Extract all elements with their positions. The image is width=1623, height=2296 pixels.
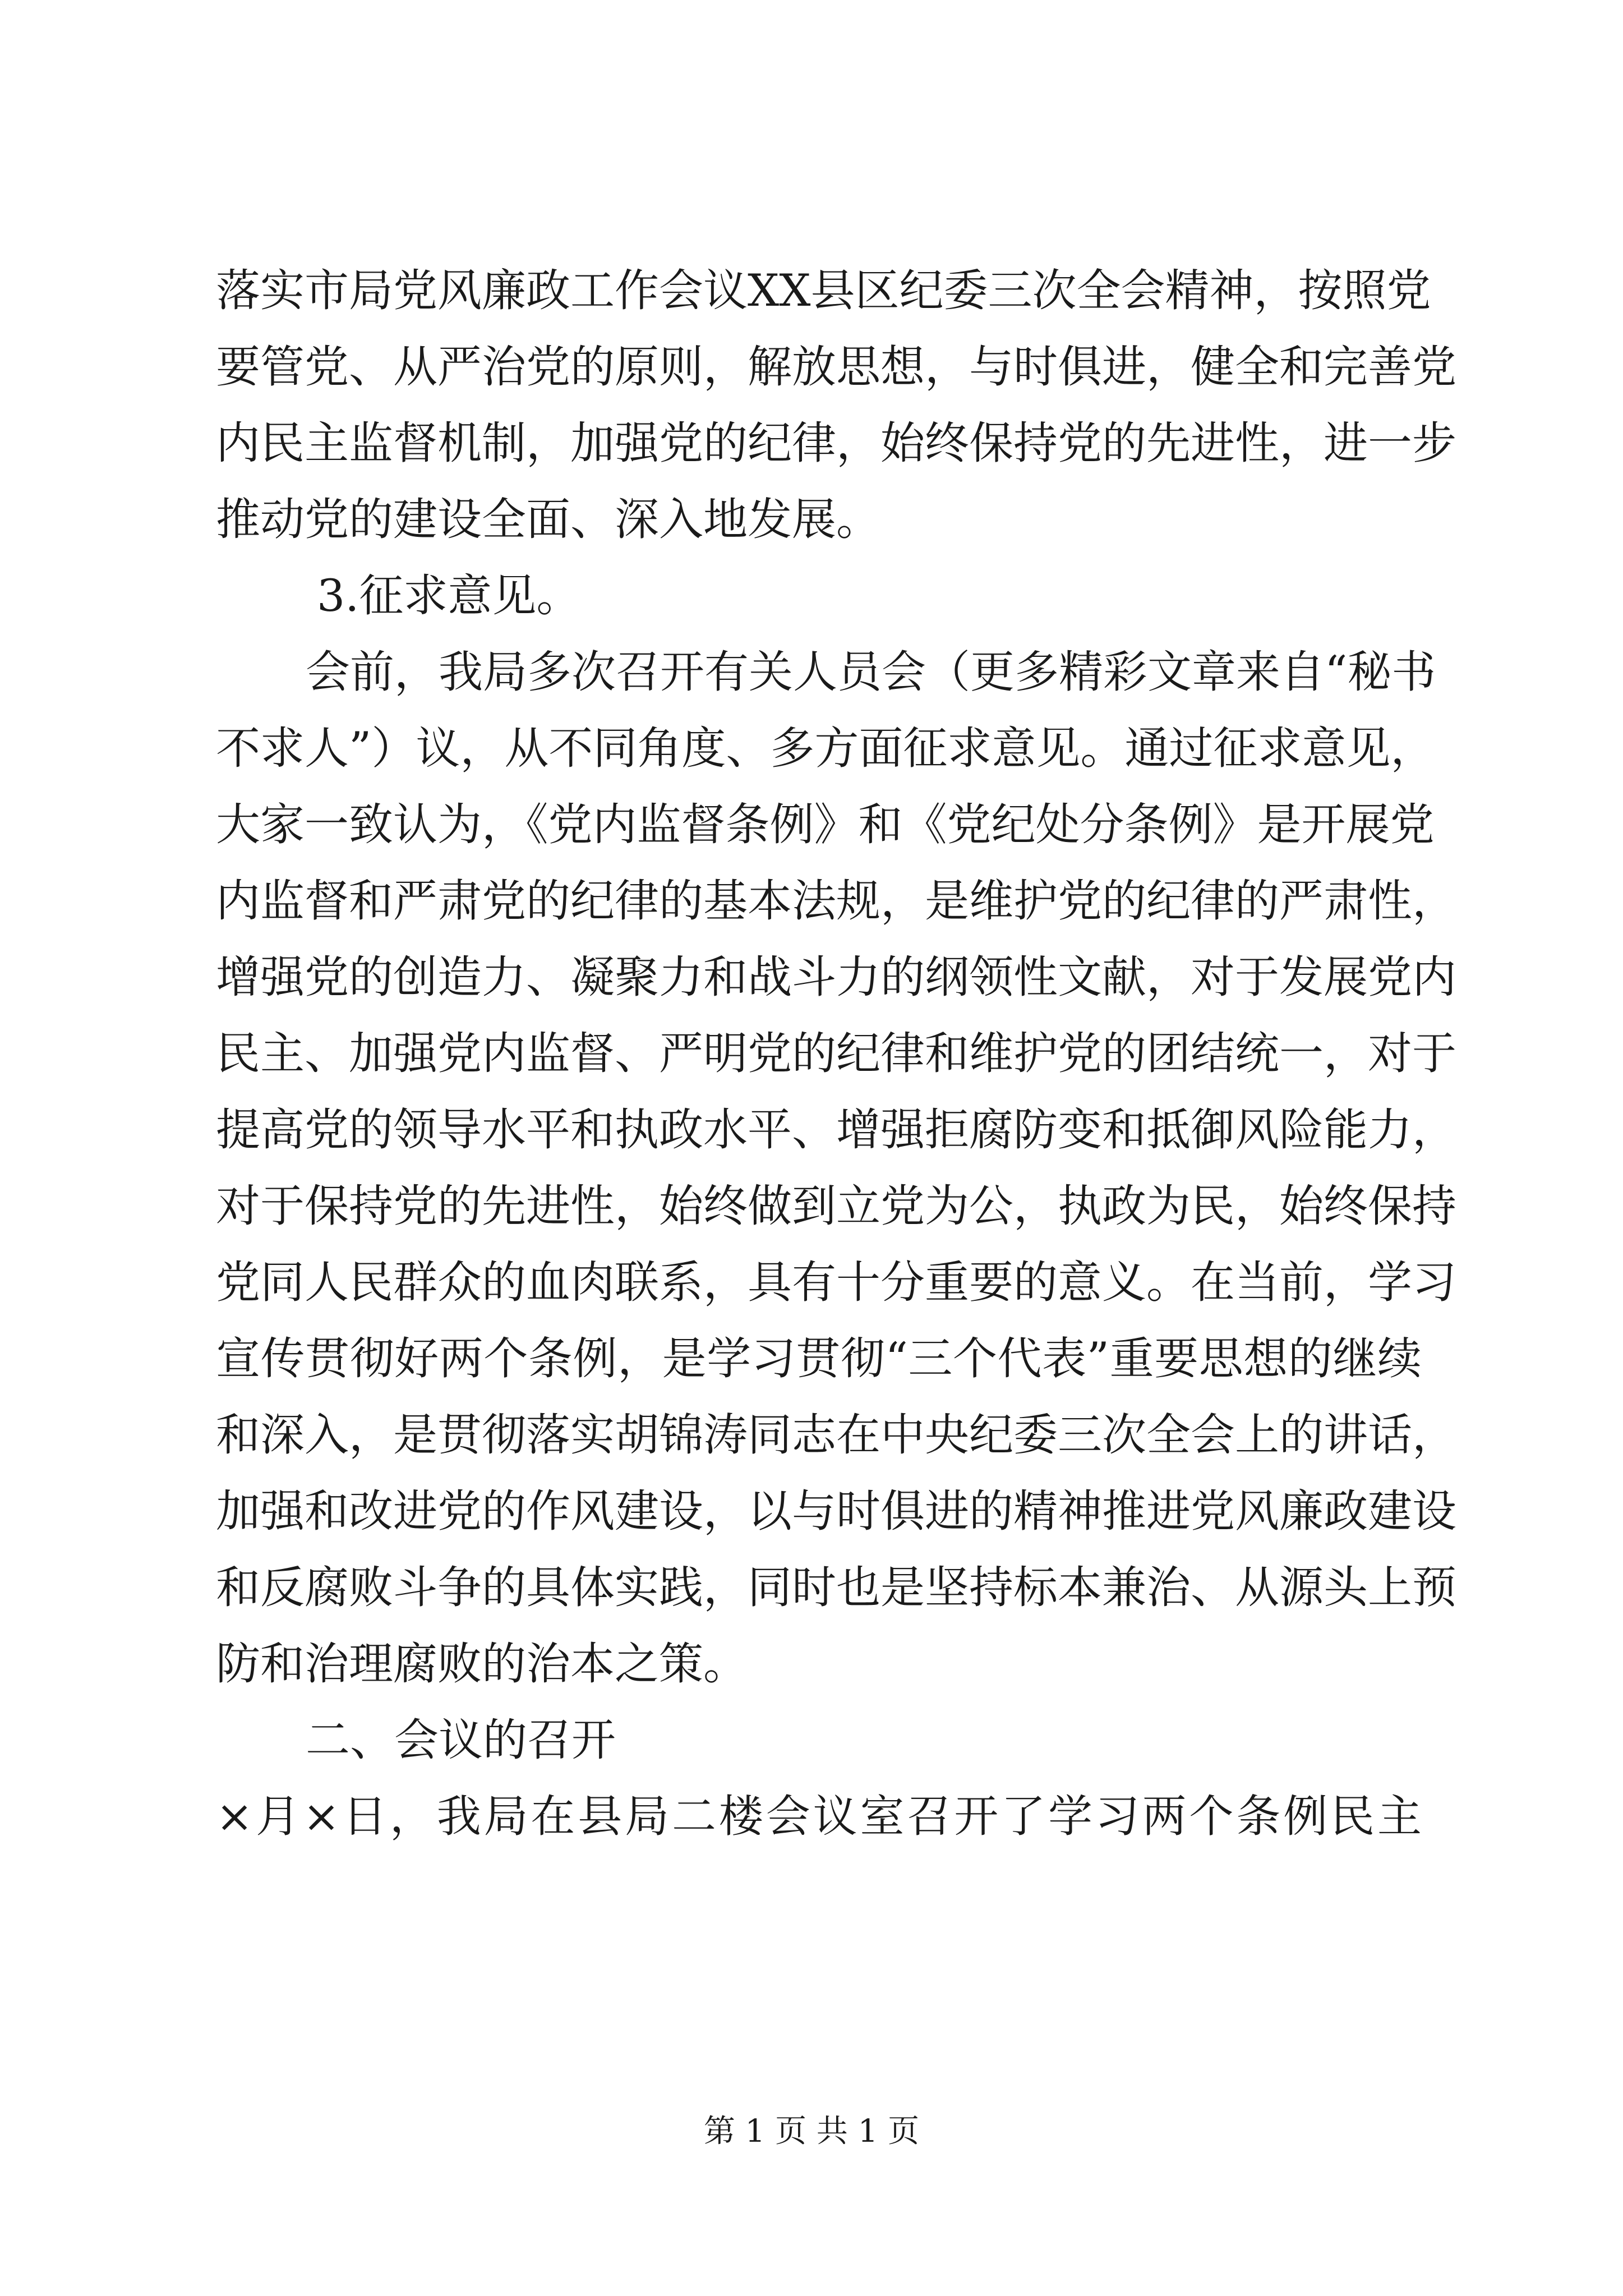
text-line: 防和治理腐败的治本之策。: [216, 1638, 748, 1690]
text-line: 和深入，是贯彻落实胡锦涛同志在中央纪委三次全会上的讲话，: [216, 1409, 1456, 1461]
text-line: 宣传贯彻好两个条例，是学习贯彻“三个代表”重要思想的继续: [216, 1333, 1422, 1384]
text-line: 对于保持党的先进性，始终做到立党为公，执政为民，始终保持: [216, 1180, 1456, 1232]
text-line: 落实市局党风廉政工作会议XX县区纪委三次全会精神，按照党: [216, 265, 1431, 316]
text-line: 内民主监督机制，加强党的纪律，始终保持党的先进性，进一步: [216, 417, 1456, 469]
text-line: 和反腐败斗争的具体实践，同时也是坚持标本兼治、从源头上预: [216, 1562, 1456, 1613]
text-line: 不求人”）议，从不同角度、多方面征求意见。通过征求意见，: [216, 723, 1435, 774]
text-line: 会前，我局多次召开有关人员会（更多精彩文章来自“秘书: [306, 646, 1436, 698]
text-line: 党同人民群众的血肉联系，具有十分重要的意义。在当前，学习: [216, 1257, 1456, 1308]
text-line: 民主、加强党内监督、严明党的纪律和维护党的团结统一，对于: [216, 1028, 1456, 1079]
text-line: 推动党的建设全面、深入地发展。: [216, 494, 880, 545]
text-line: ×月×日，我局在县局二楼会议室召开了学习两个条例民主: [216, 1791, 1422, 1842]
text-line: 提高党的领导水平和执政水平、增强拒腐防变和抵御风险能力，: [216, 1104, 1456, 1156]
section-heading: 3.征求意见。: [317, 570, 581, 622]
document-body: [216, 252, 1456, 1855]
text-line: 增强党的创造力、凝聚力和战斗力的纲领性文献，对于发展党内: [216, 951, 1456, 1003]
text-line: 要管党、从严治党的原则，解放思想，与时俱进，健全和完善党: [216, 341, 1456, 393]
text-line: 加强和改进党的作风建设，以与时俱进的精神推进党风廉政建设: [216, 1485, 1456, 1537]
page-footer: 第 1 页 共 1 页: [703, 2113, 920, 2150]
section-heading: 二、会议的召开: [306, 1714, 616, 1766]
text-line: 内监督和严肃党的纪律的基本法规，是维护党的纪律的严肃性，: [216, 875, 1456, 927]
text-line: 大家一致认为，《党内监督条例》和《党纪处分条例》是开展党: [216, 799, 1435, 850]
